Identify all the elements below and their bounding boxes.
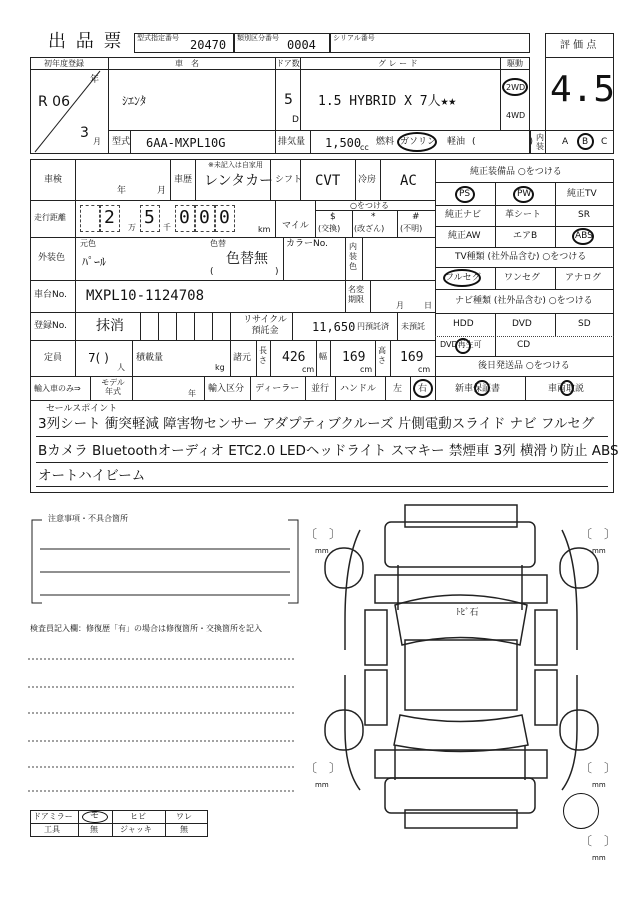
import-label: 輸入車のみ⇒ xyxy=(34,384,81,393)
post-title: 後日発送品 ○をつける xyxy=(478,361,570,371)
drive-label: 駆動 xyxy=(507,59,523,68)
equip-abs-circle xyxy=(572,228,594,245)
tv-fullseg[interactable]: フルセグ xyxy=(445,273,481,283)
import-dealer[interactable]: ディーラー xyxy=(255,384,300,394)
repaint-label: 色替 xyxy=(210,239,226,248)
sales-line-2: Bカメラ Bluetoothオーディオ ETC2.0 LEDヘッドライト スマキー 禁煙車 3列 横滑り防止 ABS xyxy=(38,443,619,459)
shift-label: シフト xyxy=(275,175,303,185)
equip-abs[interactable]: ABS xyxy=(575,231,593,241)
import-parallel[interactable]: 並行 xyxy=(311,384,330,394)
mirror-motor-circle xyxy=(82,811,108,823)
orig-color-label: 元色 xyxy=(80,239,96,248)
shift: CVT xyxy=(315,173,341,189)
handle-right[interactable]: 右 xyxy=(418,384,428,394)
displacement: 1,500 xyxy=(325,136,362,150)
equip-ps[interactable]: PS xyxy=(459,189,471,199)
post-manual[interactable]: 車両取説 xyxy=(548,384,585,394)
nc-month: 月 xyxy=(396,301,404,310)
mileage-sen: 千 xyxy=(163,223,171,232)
recycle-amount: 11,650 xyxy=(312,320,356,334)
navi-sd[interactable]: SD xyxy=(578,319,591,329)
sales-line-3: オートハイビーム xyxy=(38,468,146,484)
unknown-label: (不明) xyxy=(400,224,423,233)
car-name: ｼｴﾝﾀ xyxy=(122,94,147,108)
mm-bracket-spare: 〔 〕 xyxy=(580,834,617,848)
model-no: 20470 xyxy=(190,38,227,52)
wid-unit: cm xyxy=(360,365,373,374)
sales-line-1: 3列シート 衝突軽減 障害物センサー アダプティブクルーズ 片側電動スライド ナビ フルセグ xyxy=(38,416,595,432)
navi-cd[interactable]: CD xyxy=(517,340,531,350)
equip-pw[interactable]: PW xyxy=(517,189,532,199)
door-mirror-label: ドアミラー xyxy=(33,812,73,821)
door-type: D xyxy=(292,115,299,125)
interior-b-circle xyxy=(577,133,594,150)
dollar-mark[interactable]: $ xyxy=(330,212,336,222)
mm-fr: mm xyxy=(592,547,606,555)
ac: AC xyxy=(400,173,417,189)
km-unit: km xyxy=(258,225,271,234)
navi-dvd-play[interactable]: DVD再生可 xyxy=(440,340,482,349)
mileage-digit-2: 5 xyxy=(144,207,155,228)
navi-dvd[interactable]: DVD xyxy=(512,319,532,329)
first-reg-year: R 06 xyxy=(38,94,70,110)
mile-label[interactable]: マイル xyxy=(282,221,309,231)
fuel-other: ( ) xyxy=(472,137,534,147)
color-label: 外装色 xyxy=(38,253,66,263)
jack-value: 無 xyxy=(180,825,188,834)
capacity-label: 定員 xyxy=(44,353,63,363)
mirror-split[interactable]: ワレ xyxy=(176,812,192,821)
mileage-digit-1: 2 xyxy=(104,207,115,228)
mm-bracket-rl: 〔 〕 xyxy=(305,761,342,775)
cc-unit: cc xyxy=(360,143,369,152)
recycle-unit: 円預託済 xyxy=(357,322,389,331)
mileage-digit-5: 0 xyxy=(219,207,230,228)
recycle-label: リサイクル預託金 xyxy=(243,315,287,336)
reg-label: 登録No. xyxy=(34,321,67,331)
width: 169 xyxy=(342,350,366,365)
repaint-paren-close: ) xyxy=(275,267,279,277)
equip-airbag[interactable]: エアB xyxy=(513,231,538,241)
navi-title: ナビ種類 (社外品含む) ○をつける xyxy=(455,296,593,306)
post-warranty-circle xyxy=(474,380,490,396)
doors: 5 xyxy=(284,92,293,108)
equip-sr[interactable]: SR xyxy=(578,210,590,220)
damage-note: ﾄﾋﾞ石 xyxy=(456,608,479,618)
mirror-motor[interactable]: モ xyxy=(90,811,100,821)
inspector-label: 検査員記入欄：修復歴「有」の場合は修復箇所・交換箇所を記入 xyxy=(30,624,262,633)
equip-aw[interactable]: 純正AW xyxy=(448,231,481,241)
month-mark: 月 xyxy=(93,137,101,146)
post-manual-circle xyxy=(560,380,574,396)
caution-bracket xyxy=(30,515,302,610)
equip-navi[interactable]: 純正ナビ xyxy=(445,210,482,220)
mm-spare: mm xyxy=(592,854,606,862)
tv-analog[interactable]: アナログ xyxy=(565,273,602,283)
recycle-none: 未預託 xyxy=(401,322,425,331)
sheet-title: 出 品 票 xyxy=(48,31,124,52)
rating-label: 評 価 点 xyxy=(560,40,597,51)
class-no: 0004 xyxy=(287,38,316,52)
model-no-label: 型式指定番号 xyxy=(137,34,179,42)
tv-title: TV種類 (社外品含む) ○をつける xyxy=(455,252,587,262)
year-mark: 年 xyxy=(90,75,100,85)
drive-2wd[interactable]: 2WD xyxy=(506,83,526,92)
wid-label: 幅 xyxy=(319,352,327,361)
caution-label: 注意事項・不具合箇所 xyxy=(48,514,128,523)
interior-a[interactable]: A xyxy=(562,137,569,147)
history-note: ※未記入は自家用 xyxy=(208,161,263,169)
mileage-circle-note: ○をつける xyxy=(350,201,389,210)
history-label: 車歴 xyxy=(174,175,193,185)
repaint: 色替無 xyxy=(226,251,268,267)
rating-score: 4.5 xyxy=(550,69,616,110)
drive-2wd-circle xyxy=(502,78,528,96)
equip-leather[interactable]: 革シート xyxy=(505,210,542,220)
interior-label: 内装 xyxy=(536,133,544,151)
repaint-paren-open: ( xyxy=(210,267,214,277)
ac-label: 冷房 xyxy=(358,175,377,185)
hei-unit: cm xyxy=(418,365,431,374)
mm-rl: mm xyxy=(315,781,329,789)
history: レンタカー xyxy=(204,173,274,189)
shaken-year: 年 xyxy=(117,186,127,196)
dim-label: 諸元 xyxy=(233,353,252,363)
handle-label: ハンドル xyxy=(340,384,377,394)
grade: 1.5 HYBRID X 7人★★ xyxy=(318,94,457,109)
int-color-label: 内装色 xyxy=(349,242,357,271)
fuel-circle xyxy=(397,132,437,152)
capacity: 7( ) xyxy=(88,351,109,365)
capacity-unit: 人 xyxy=(117,363,125,372)
equip-title: 純正装備品 ○をつける xyxy=(470,167,562,177)
model-year-label: モデル年式 xyxy=(101,378,125,396)
spare-tire xyxy=(563,793,599,829)
jack-label: ジャッキ xyxy=(120,825,152,834)
mm-rr: mm xyxy=(592,781,606,789)
navi-dvd-play-circle xyxy=(455,338,471,354)
fuel-gasoline[interactable]: ガソリン xyxy=(400,137,437,147)
hei-label: 高さ xyxy=(378,346,386,365)
mm-bracket-rr: 〔 〕 xyxy=(580,761,617,775)
interior-c[interactable]: C xyxy=(601,137,608,147)
equip-tv[interactable]: 純正TV xyxy=(567,189,597,199)
model-year-unit: 年 xyxy=(188,389,196,398)
orig-color: ﾊﾟｰﾙ xyxy=(82,255,107,269)
serial-label: シリアル番号 xyxy=(333,34,375,42)
tv-oneseg[interactable]: ワンセグ xyxy=(504,273,541,283)
load-unit: kg xyxy=(215,363,225,372)
model: 6AA-MXPL10G xyxy=(146,136,226,150)
exchange-label: (交換) xyxy=(318,224,341,233)
first-reg-label: 初年度登録 xyxy=(44,59,84,68)
nc-day: 日 xyxy=(424,301,432,310)
grade-label: グ レ ー ド xyxy=(378,59,418,68)
navi-hdd[interactable]: HDD xyxy=(453,319,474,329)
tamper-label: (改ざん) xyxy=(354,224,385,233)
chassis-label: 車台No. xyxy=(34,290,67,300)
len-unit: cm xyxy=(302,365,315,374)
drive-4wd[interactable]: 4WD xyxy=(506,111,526,120)
mileage-label: 走行距離 xyxy=(34,213,66,222)
length: 426 xyxy=(282,350,306,365)
tools-value: 無 xyxy=(90,825,98,834)
mileage-digit-3: 0 xyxy=(179,207,190,228)
tools-label: 工具 xyxy=(44,825,60,834)
mm-bracket-fl: 〔 〕 xyxy=(305,527,342,541)
shaken-month: 月 xyxy=(157,186,167,196)
mileage-man: 万 xyxy=(128,223,136,232)
handle-left[interactable]: 左 xyxy=(393,384,403,394)
handle-right-circle xyxy=(413,379,433,398)
len-label: 長さ xyxy=(259,346,267,365)
name-change-label: 名変期限 xyxy=(348,285,364,304)
hash-mark[interactable]: # xyxy=(412,212,420,222)
shaken-label: 車検 xyxy=(44,175,63,185)
star-mark[interactable]: * xyxy=(371,212,376,222)
car-name-label: 車 名 xyxy=(175,59,199,68)
fuel-label: 燃料 xyxy=(376,137,395,147)
tv-fullseg-circle xyxy=(443,269,481,287)
disp-label: 排気量 xyxy=(278,137,306,147)
load-label: 積載量 xyxy=(136,353,164,363)
height: 169 xyxy=(400,350,424,365)
chassis-no: MXPL10-1124708 xyxy=(86,288,205,304)
import-class-label: 輸入区分 xyxy=(208,384,245,394)
car-diagram[interactable] xyxy=(300,500,620,840)
model-label: 型式 xyxy=(112,137,131,147)
equip-ps-circle xyxy=(455,186,475,203)
reg-no: 抹消 xyxy=(96,318,124,334)
doors-label: ドア数 xyxy=(276,59,300,68)
mm-bracket-fr: 〔 〕 xyxy=(580,527,617,541)
color-no-label: カラーNo. xyxy=(286,239,328,249)
mirror-crack[interactable]: ヒビ xyxy=(130,812,146,821)
mm-fl: mm xyxy=(315,547,329,555)
first-reg-month: 3 xyxy=(80,125,89,141)
equip-pw-circle xyxy=(513,186,534,203)
fuel-diesel[interactable]: 軽油 xyxy=(447,137,466,147)
interior-b[interactable]: B xyxy=(582,137,589,147)
sales-label: セールスポイント xyxy=(46,404,118,414)
post-warranty[interactable]: 新車保証書 xyxy=(455,384,501,394)
class-no-label: 類別区分番号 xyxy=(237,34,279,42)
inspector-lines xyxy=(28,655,298,795)
mileage-digit-4: 0 xyxy=(199,207,210,228)
